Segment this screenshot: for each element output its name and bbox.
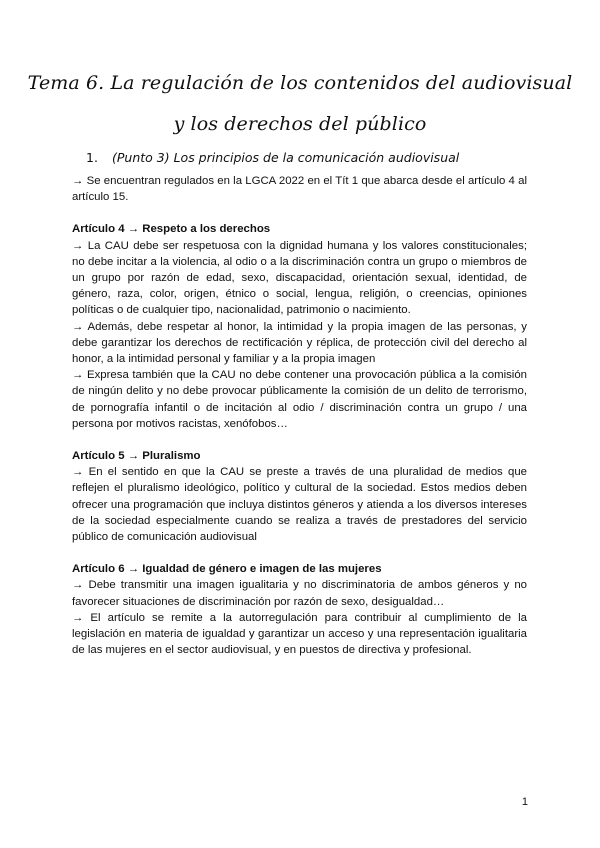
article-4-paragraph: → Además, debe respetar al honor, la intimidad y la propia imagen de las personas, y debe garantizar los derechos de rectificación y réplica, de protección civil del derecho al honor, a la intimidad personal y familiar y a la propia imagen <box>72 320 527 366</box>
document-body <box>72 173 527 658</box>
article-4-section <box>72 221 527 432</box>
page-title-line-2: y los derechos del público <box>173 113 427 135</box>
section-subheading <box>86 150 459 165</box>
article-4-heading: Artículo 4 → Respeto a los derechos <box>72 223 271 236</box>
article-4-paragraph: → Expresa también que la CAU no debe contener una provocación pública a la comisión de ningún delito y no debe provocar públicamente la comisión de un delito de terrorismo, de pornografía infantil o de incitación al odio / discriminación contra un grupo / una persona por motivos racistas, xenófobos… <box>72 369 527 430</box>
subheading-number: 1. <box>86 150 98 165</box>
article-6-paragraph: → Debe transmitir una imagen igualitaria y no discriminatoria de ambos géneros y no favorecer situaciones de discriminación por razón de sexo, desigualdad… <box>72 579 527 608</box>
article-6-heading: Artículo 6 → Igualdad de género e imagen de las mujeres <box>72 563 382 576</box>
subheading-text: (Punto 3) Los principios de la comunicación audiovisual <box>112 150 460 165</box>
article-6-paragraph: → El artículo se remite a la autorregulación para contribuir al cumplimiento de la legislación en materia de igualdad y garantizar un acceso y una representación igualitaria de las mujeres en el sector audiovisual, y en puestos de directiva y profesional. <box>72 611 527 657</box>
article-4-paragraph: → La CAU debe ser respetuosa con la dignidad humana y los valores constitucionales; no debe incitar a la violencia, al odio o a la discriminación contra un grupo o miembros de un grupo por razón de edad, sexo, discapacidad, orientación sexual, identidad, de género, raza, color, origen, étnico o social, lengua, religión, o creencias, opiniones políticas o de cualquier tipo, nacionalidad, patrimonio o nacimiento. <box>72 239 527 317</box>
article-6-section <box>72 561 527 658</box>
article-5-section <box>72 448 527 545</box>
page-title-line-1: Tema 6. La regulación de los contenidos del audiovisual <box>27 72 573 94</box>
article-5-heading: Artículo 5 → Pluralismo <box>72 450 201 463</box>
page-number: 1 <box>521 796 528 808</box>
article-5-paragraph: → En el sentido en que la CAU se preste a través de una pluralidad de medios que reflejen el pluralismo ideológico, político y cultural de la sociedad. Estos medios deben ofrecer una programación que incluya distintos géneros y atienda a los diversos intereses de la sociedad especialmente cuando se realiza a través de prestadores del servicio público de comunicación audiovisual <box>72 466 527 544</box>
intro-paragraph: → Se encuentran regulados en la LGCA 2022 en el Tít 1 que abarca desde el artículo 4 al artículo 15. <box>72 175 527 204</box>
